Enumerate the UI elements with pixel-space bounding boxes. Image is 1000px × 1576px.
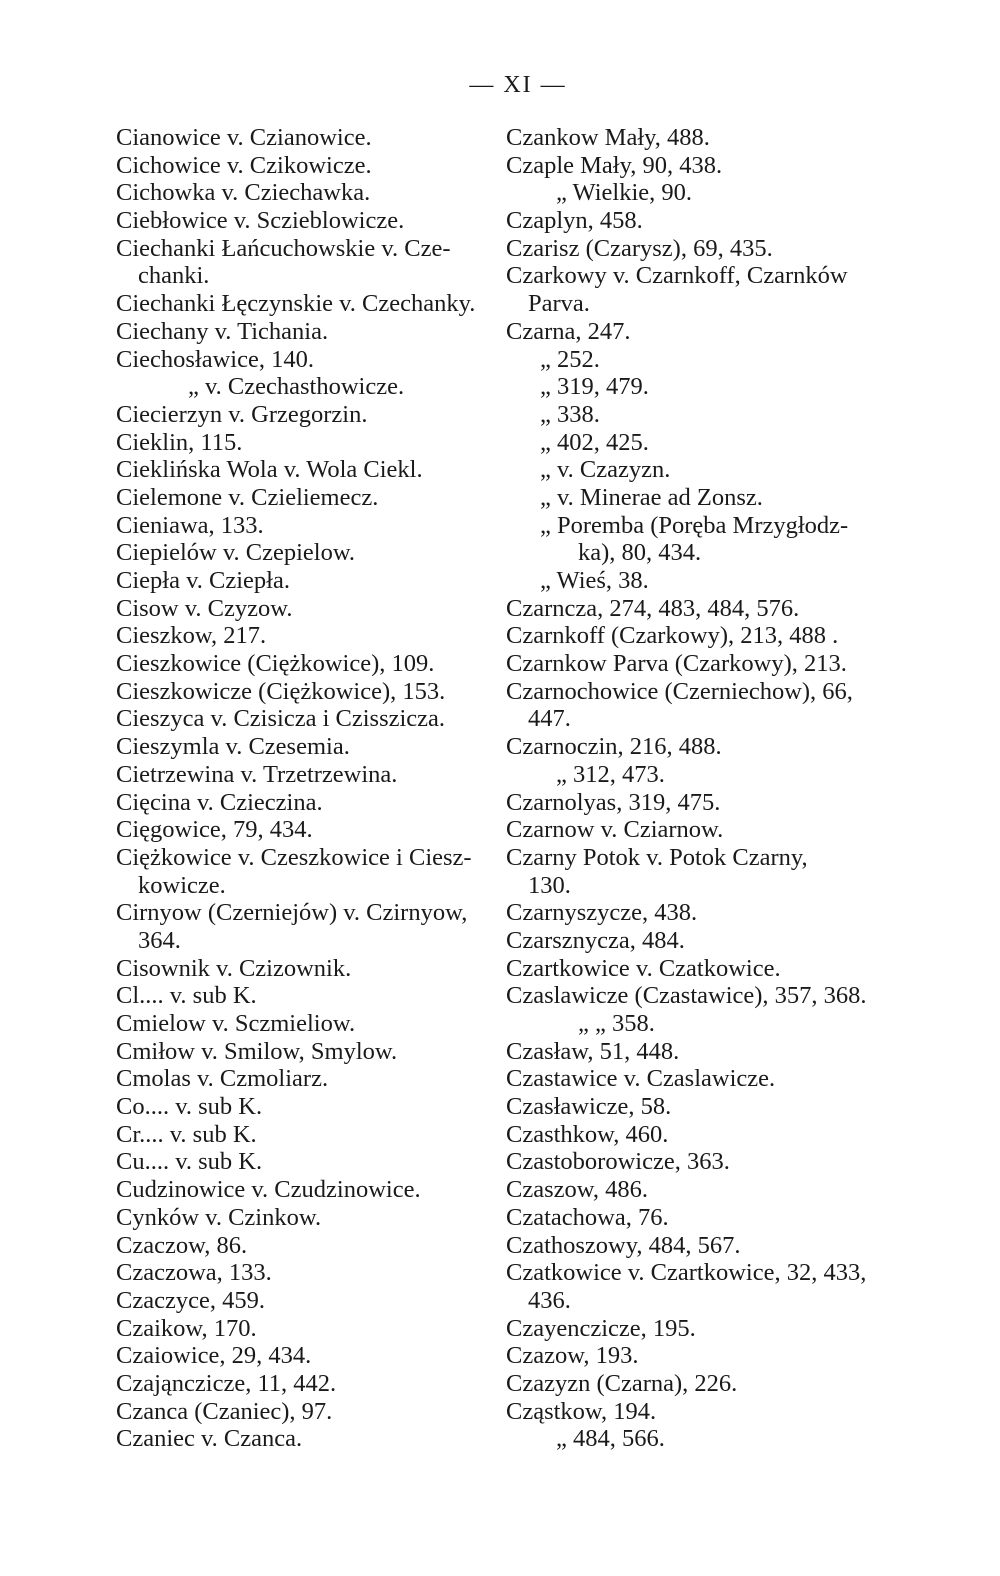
index-entry-continuation: 447.	[528, 705, 571, 733]
index-entry-continuation: chanki.	[138, 262, 210, 290]
index-entry: Cmielow v. Sczmieliow.	[116, 1010, 356, 1037]
index-entry: Cynków v. Czinkow.	[116, 1203, 322, 1231]
index-entry: Cieklińska Wola v. Wola Ciekl.	[116, 456, 423, 484]
index-entry: Cieklin, 115.	[116, 428, 243, 456]
index-entry-ditto: „ v. Czechasthowicze.	[188, 373, 405, 401]
index-entry: Czazow, 193.	[506, 1342, 639, 1370]
index-entry: Czazyzn (Czarna), 226.	[506, 1369, 738, 1397]
index-entry: Czarkowy v. Czarnkoff, Czarnków	[506, 262, 848, 290]
index-entry: Czatachowa, 76.	[506, 1203, 669, 1231]
index-entry: Cieszkowicze (Ciężkowice), 153.	[116, 677, 446, 705]
index-entry-continuation: ka), 80, 434.	[578, 539, 702, 567]
index-entry: Ciepielów v. Czepielow.	[116, 539, 356, 567]
page-number: — XI —	[469, 72, 567, 98]
index-entry: Czarisz (Czarysz), 69, 435.	[506, 234, 773, 262]
index-entry: Cirnyow (Czerniejów) v. Czirnyow,	[116, 899, 468, 927]
index-entry: Cichowice v. Czikowicze.	[116, 151, 372, 179]
index-entry: Cmolas v. Czmoliarz.	[116, 1065, 329, 1093]
index-entry: Cieszkowice (Ciężkowice), 109.	[116, 650, 435, 678]
index-entry: Czaplyn, 458.	[506, 207, 643, 235]
index-entry: Cmiłow v. Smilow, Smylow.	[116, 1037, 398, 1065]
index-entry-continuation: 364.	[138, 926, 181, 954]
index-entry: Czaniec v. Czanca.	[116, 1425, 303, 1453]
index-entry: Czarnochowice (Czerniechow), 66,	[506, 677, 853, 705]
index-entry-ditto: „ 338.	[540, 400, 600, 428]
index-entry-continuation: 130.	[528, 871, 571, 899]
index-entry: Czarnolyas, 319, 475.	[506, 788, 721, 816]
index-entry: Czarnow v. Cziarnow.	[506, 816, 724, 844]
index-entry: Ciężkowice v. Czeszkowice i Ciesz-	[116, 843, 472, 871]
index-entry: Czaple Mały, 90, 438.	[506, 151, 723, 179]
index-entry: Czarncza, 274, 483, 484, 576.	[506, 594, 800, 622]
index-entry: Ciecierzyn v. Grzegorzin.	[116, 400, 368, 428]
index-entry: Ciechanki Łęczynskie v. Czechanky.	[116, 290, 476, 318]
index-entry: Czaikow, 170.	[116, 1314, 257, 1342]
index-entry: Ciebłowice v. Sczieblowicze.	[116, 207, 405, 235]
index-entry: Czarny Potok v. Potok Czarny,	[506, 843, 808, 871]
index-entry: Czasławicze, 58.	[506, 1093, 672, 1121]
index-entry-ditto: „ 319, 479.	[540, 373, 649, 401]
index-entry: Czathoszowy, 484, 567.	[506, 1231, 741, 1259]
index-entry: Ciechanki Łańcuchowskie v. Cze-	[116, 234, 451, 262]
index-entry: Czająnczicze, 11, 442.	[116, 1369, 337, 1397]
index-entry-ditto: „ 312, 473.	[556, 760, 665, 788]
index-entry-ditto: „ Poremba (Poręba Mrzygłodz-	[540, 511, 849, 539]
index-entry: Czarnkoff (Czarkowy), 213, 488 .	[506, 622, 839, 650]
index-entry: Cielemone v. Czieliemecz.	[116, 483, 379, 511]
index-entry: Czasthkow, 460.	[506, 1120, 669, 1148]
index-entry: Czastoborowicze, 363.	[506, 1148, 730, 1176]
index-entry: Czaczyce, 459.	[116, 1286, 265, 1314]
index-entry: Czarna, 247.	[506, 317, 631, 345]
index-entry: Cr.... v. sub K.	[116, 1120, 257, 1148]
index-entry: Cięgowice, 79, 434.	[116, 816, 313, 844]
index-entry-ditto: „ Wielkie, 90.	[556, 179, 692, 207]
index-entry-ditto: „ Wieś, 38.	[540, 567, 649, 594]
index-entry: Czarnkow Parva (Czarkowy), 213.	[506, 650, 847, 678]
index-entry: Czarsznycza, 484.	[506, 926, 685, 954]
index-entry-ditto: „ 252.	[540, 345, 600, 373]
index-entry-ditto: „ 484, 566.	[556, 1425, 665, 1453]
index-column-right	[506, 124, 906, 1453]
index-entry: Czatkowice v. Czartkowice, 32, 433,	[506, 1259, 867, 1287]
index-entry: Co.... v. sub K.	[116, 1093, 263, 1121]
index-column-left	[116, 124, 496, 1453]
index-entry: Czanca (Czaniec), 97.	[116, 1397, 333, 1425]
index-entry: Ciechany v. Tichania.	[116, 317, 329, 345]
index-entry: Cząstkow, 194.	[506, 1397, 657, 1425]
index-entry: Czarnyszycze, 438.	[506, 899, 698, 927]
index-entry: Czaczowa, 133.	[116, 1259, 272, 1287]
index-entry-ditto: „ 402, 425.	[540, 428, 649, 456]
index-entry: Cieszkow, 217.	[116, 622, 267, 650]
index-entry: Cieszymla v. Czesemia.	[116, 733, 350, 761]
index-entry: Cisownik v. Czizownik.	[116, 954, 352, 982]
index-entry-ditto: „ v. Czazyzn.	[540, 456, 671, 484]
index-entry: Czasław, 51, 448.	[506, 1037, 680, 1065]
index-entry: Cieniawa, 133.	[116, 511, 264, 539]
index-entry: Ciechosławice, 140.	[116, 345, 314, 373]
index-entry: Czaslawicze (Czastawice), 357, 368.	[506, 982, 867, 1010]
index-entry: Czayenczicze, 195.	[506, 1314, 696, 1342]
index-entry: Czaiowice, 29, 434.	[116, 1342, 312, 1370]
index-entry: Czarnoczin, 216, 488.	[506, 733, 722, 761]
index-entry: Cu.... v. sub K.	[116, 1148, 263, 1176]
index-entry: Czankow Mały, 488.	[506, 124, 710, 151]
index-entry: Czaczow, 86.	[116, 1231, 248, 1259]
index-entry: Ciepła v. Cziepła.	[116, 567, 290, 594]
index-entry-ditto: „ „ 358.	[578, 1010, 655, 1037]
index-entry-continuation: kowicze.	[138, 871, 226, 899]
index-entry: Czaszow, 486.	[506, 1176, 648, 1204]
index-entry-continuation: Parva.	[528, 290, 590, 318]
index-entry: Cięcina v. Czieczina.	[116, 788, 323, 816]
index-entry: Cudzinowice v. Czudzinowice.	[116, 1176, 421, 1204]
index-entry-continuation: 436.	[528, 1286, 571, 1314]
index-entry: Czastawice v. Czaslawicze.	[506, 1065, 776, 1093]
index-entry: Cisow v. Czyzow.	[116, 594, 293, 622]
index-entry: Cieszyca v. Czisicza i Czisszicza.	[116, 705, 446, 733]
index-entry: Cl.... v. sub K.	[116, 982, 257, 1010]
index-entry: Cichowka v. Cziechawka.	[116, 179, 371, 207]
index-entry: Cianowice v. Czianowice.	[116, 124, 372, 151]
index-entry: Cietrzewina v. Trzetrzewina.	[116, 760, 398, 788]
index-entry: Czartkowice v. Czatkowice.	[506, 954, 781, 982]
index-entry-ditto: „ v. Minerae ad Zonsz.	[540, 483, 763, 511]
